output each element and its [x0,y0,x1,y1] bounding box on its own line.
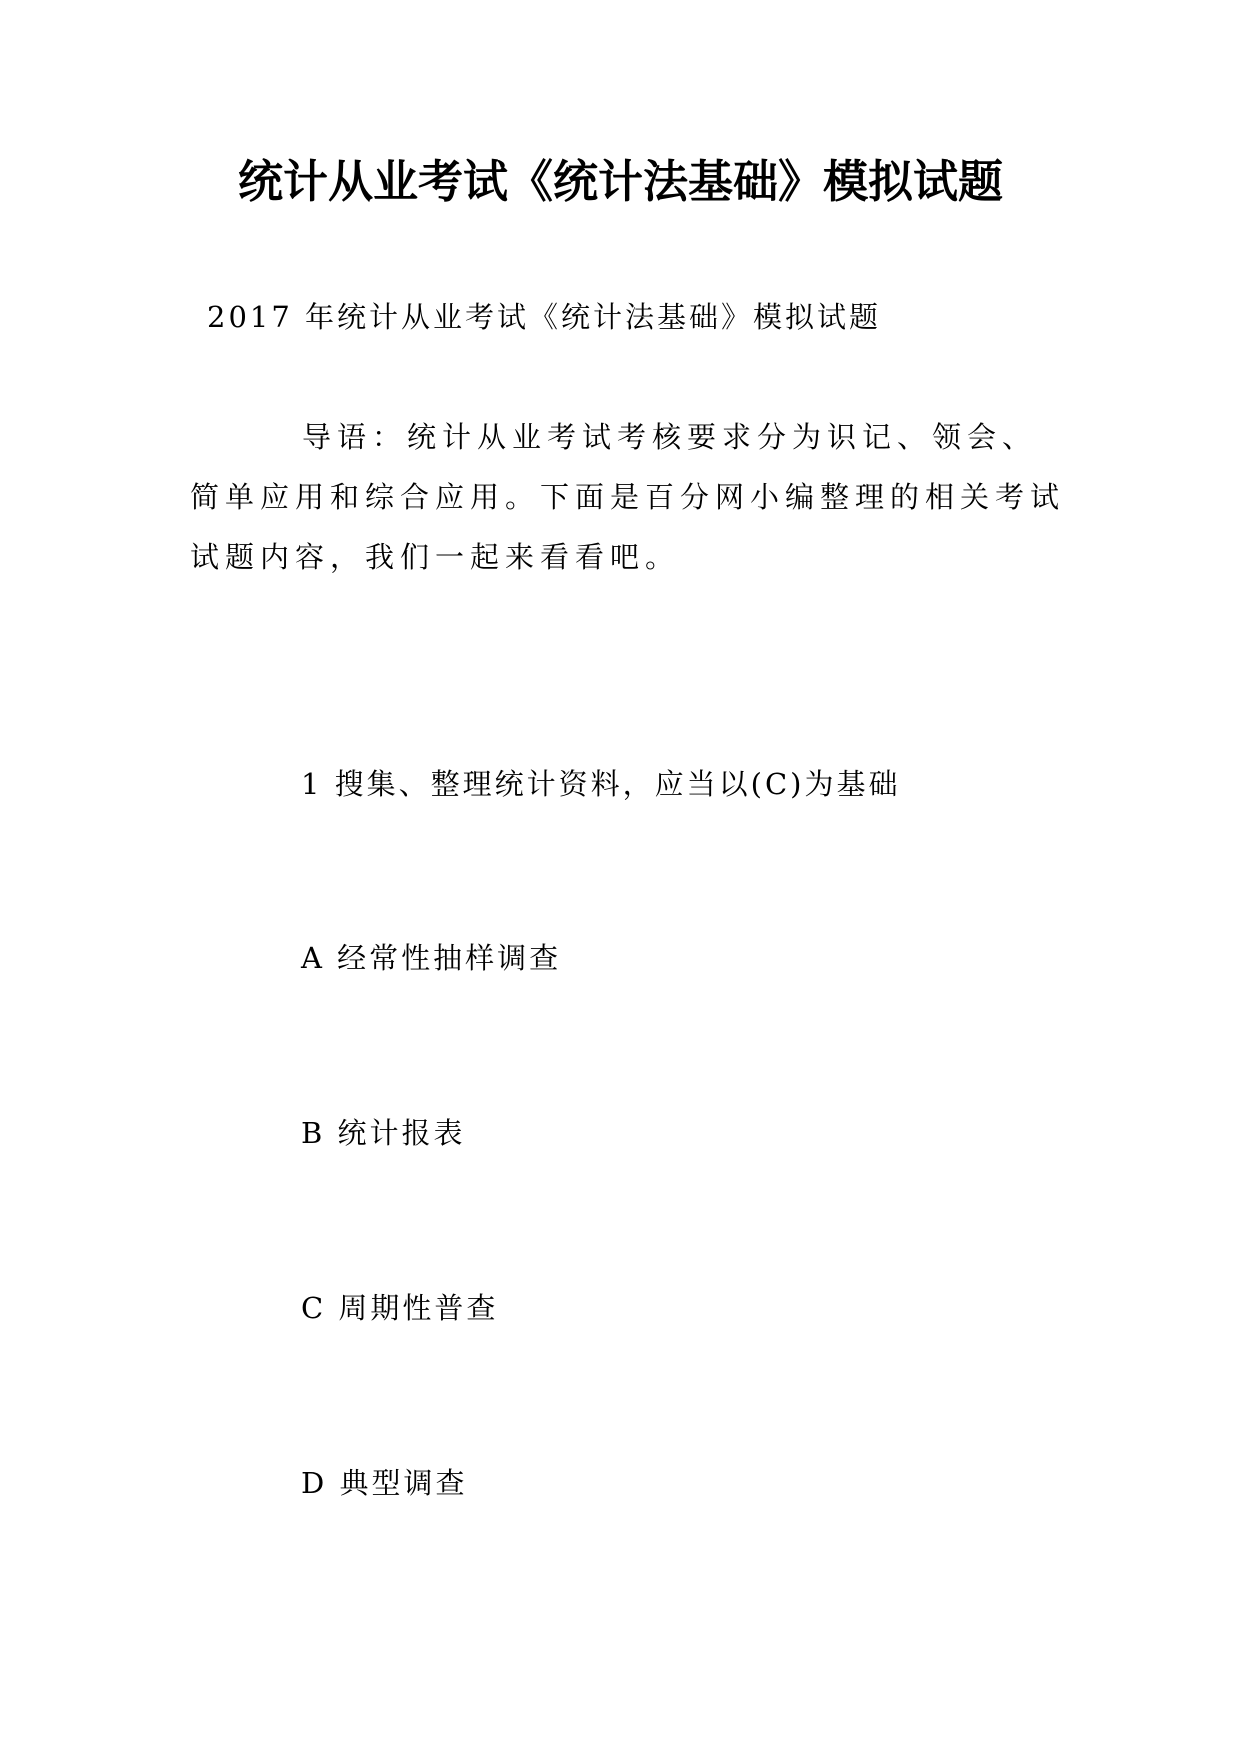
option-d: D 典型调查 [301,1466,468,1500]
option-b: B 统计报表 [301,1116,466,1150]
option-c: C 周期性普查 [301,1291,499,1325]
document-subtitle: 2017 年统计从业考试《统计法基础》模拟试题 [207,300,882,334]
document-title: 统计从业考试《统计法基础》模拟试题 [237,155,1003,208]
option-a: A 经常性抽样调查 [301,941,562,975]
intro-paragraph: 导语：统计从业考试考核要求分为识记、领会、简单应用和综合应用。下面是百分网小编整理的相关考试试题内容，我们一起来看看吧。 [190,420,1066,574]
question-text: 1 搜集、整理统计资料，应当以(C)为基础 [301,767,901,801]
